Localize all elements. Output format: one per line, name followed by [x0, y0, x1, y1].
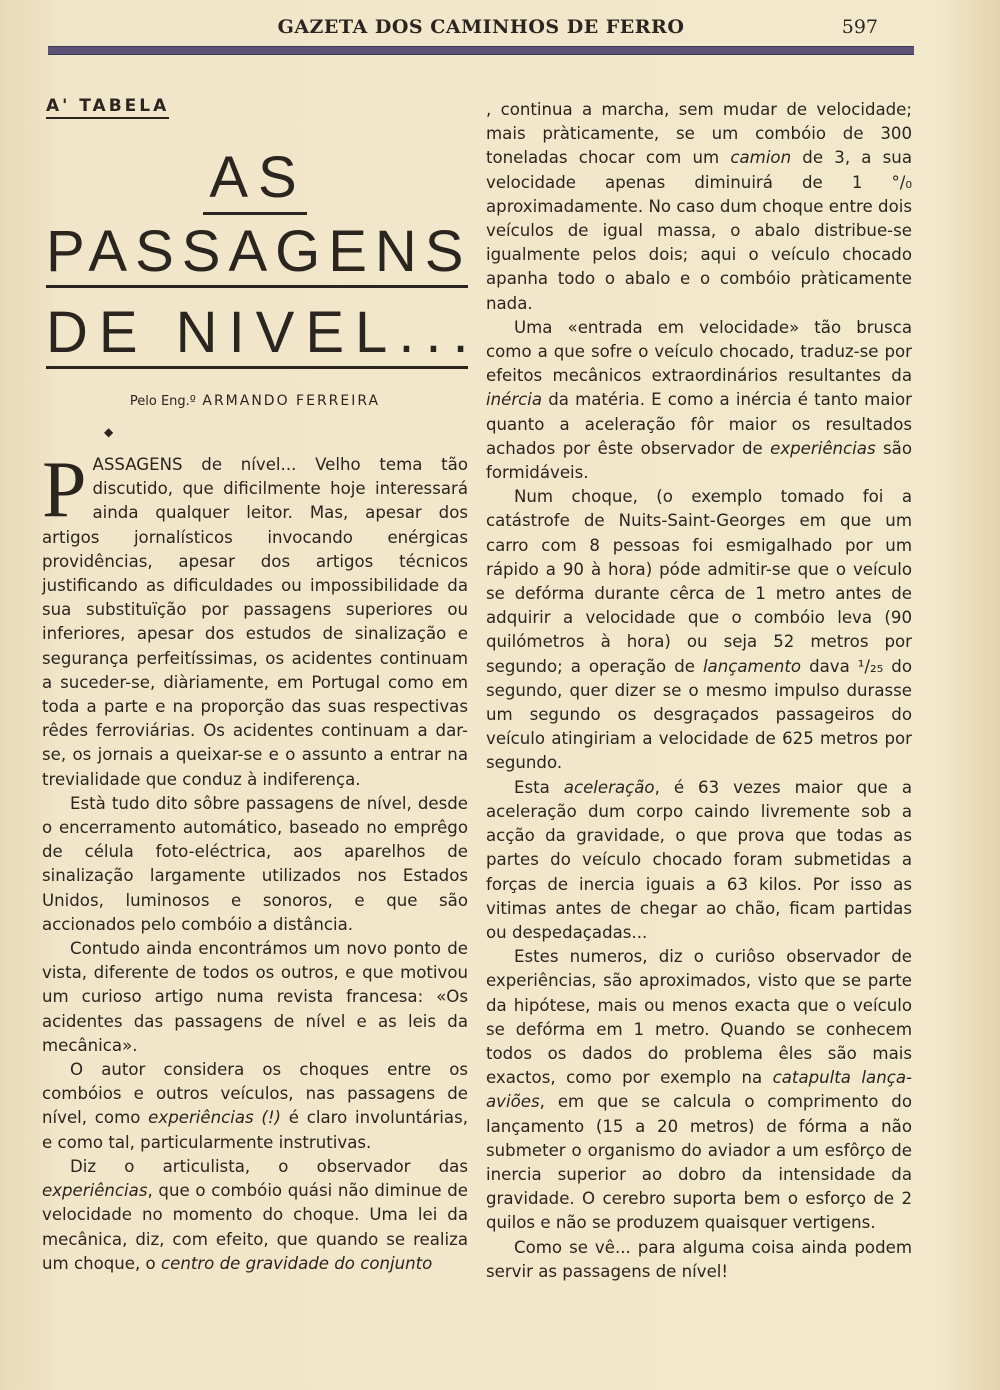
paragraph-8-text-a: Esta	[514, 777, 564, 797]
header-rule	[48, 46, 914, 55]
headline-line-1	[42, 145, 468, 210]
headline-word-as: AS	[203, 145, 306, 215]
headline-line-2: PASSAGENS	[46, 221, 468, 288]
running-header	[48, 14, 914, 44]
paragraph-7-emphasis: lançamento	[702, 656, 802, 676]
paragraph-9-emphasis: catapulta lança-aviões	[486, 1068, 912, 1112]
paragraph-4	[42, 1058, 468, 1155]
page-number: 597	[841, 16, 878, 38]
byline	[42, 393, 468, 409]
paragraph-1-text: ASSAGENS de nível... Velho tema tão discutido, que dificilmente hoje interessará ainda qualquer leitor. Mas, apesar dos artigos jornalísticos invocando enérgicas providências, apesar dos artigos técnicos justificando as dificuldades ou impossibilidade da sua substituïção por passagens superiores ou inferiores, apesar dos estudos de sinalização e segurança perfeitíssimas, os acidentes continuam a suceder-se, diàriamente, em Portugal como em toda a parte e na proporção das suas respectivas rêdes ferroviárias. Os acidentes continuam a dar-se, os jornais a queixar-se e o assunto a entrar na trevialidade que conduz à indiferença.	[42, 455, 468, 789]
paragraph-9-text-b: , em que se calcula o comprimento do lançamento (15 a 20 metros) de fórma a não submeter o organismo do aviador a um esfôrço de inercia superior ao dobro da intensidade da gravidade. O cerebro suporta bem o esforço de 2 quilos e não se produzem quaisquer vertigens.	[486, 1092, 912, 1233]
paragraph-5-emphasis-3: camion	[730, 148, 792, 168]
paragraph-5-continued	[486, 98, 912, 316]
paragraph-5-start	[42, 1155, 468, 1276]
headline-line-3: DE NIVEL...	[46, 302, 468, 369]
paragraph-9	[486, 945, 912, 1235]
paragraph-9-text-a: Estes numeros, diz o curiôso observador de experiências, são aproximados, visto que se parte da hipótese, mais ou menos exacta que o veículo se defórma em 1 metro. Quando se conhecem todos os dados do problema êles são mais exactos, como por exemplo na	[486, 947, 912, 1088]
paragraph-6-emphasis-2: experiências	[770, 438, 876, 458]
paragraph-10: Como se vê... para alguma coisa ainda podem servir as passagens de nível!	[486, 1237, 912, 1281]
paragraph-6-text-a: Uma «entrada em velocidade» tão brusca como a que sofre o veículo chocado, traduz-se por efeitos mecânicos extraordinários resultantes da	[486, 317, 912, 386]
ornament-diamond: ◆	[104, 425, 114, 439]
paragraph-8-emphasis: aceleração	[563, 777, 655, 797]
paragraph-1	[42, 446, 468, 792]
paragraph-5-text-c: , continua a marcha, sem mudar de velocidade; mais pràticamente, se um combóio de 300 toneladas chocar com um	[486, 100, 912, 168]
paragraph-5-text-d: de 3, a sua velocidade apenas diminuirá de 1 °/₀ aproximadamente. No caso dum choque entre dois veículos de igual massa, o abalo distribue-se igualmente pelos dois; aqui o veículo chocado apanha todo o abalo e o combóio pràticamente nada.	[486, 148, 912, 313]
paragraph-3: Contudo ainda encontrámos um novo ponto de vista, diferente de todos os outros, e que motivou um curioso artigo numa revista francesa: «Os acidentes das passagens de nível e as leis da mecânica».	[42, 939, 468, 1055]
paragraph-4-text-a: O autor considera os choques entre os combóios e outros veículos, nas passagens de nível, como	[42, 1060, 468, 1128]
paragraph-2: Està tudo dito sôbre passagens de nível, desde o encerramento automático, baseado no emprêgo de célula foto-eléctrica, aos aparelhos de sinalização largamente utilizados nos Estados Unidos, luminosos e sonoros, e que são accionados pelo combóio a distância.	[42, 793, 468, 934]
paragraph-6-text-b: da matéria. E como a inércia é tanto maior quanto a aceleração fôr maior os resultados achados por êste observador de	[486, 390, 912, 458]
paragraph-5-emphasis-1: experiências	[42, 1181, 148, 1201]
paragraph-8	[486, 776, 912, 945]
journal-title: GAZETA DOS CAMINHOS DE FERRO	[277, 16, 685, 38]
left-column	[42, 96, 480, 1276]
paragraph-6-emphasis-1: inércia	[486, 390, 543, 410]
article-body-right	[486, 98, 912, 1284]
section-label: A' TABELA	[46, 96, 169, 119]
paragraph-4-emphasis: experiências (!)	[148, 1108, 282, 1128]
paragraph-4-text-b: é claro involuntárias, e como tal, particularmente instrutivas.	[42, 1108, 468, 1152]
article-body-left	[42, 446, 468, 1276]
paragraph-5-emphasis-2: centro de gravidade do conjunto	[160, 1253, 433, 1273]
paragraph-6	[486, 316, 912, 485]
paragraph-7-text-b: dava ¹/₂₅ do segundo, quer dizer se o mesmo impulso durasse um segundo os desgraçados passageiros do veículo atingiriam a velocidade de 625 metros por segundo.	[486, 656, 912, 773]
byline-author: ARMANDO FERREIRA	[202, 393, 381, 409]
drop-cap: P	[42, 446, 87, 534]
right-column	[486, 98, 912, 1284]
byline-prefix: Pelo Eng.º	[129, 394, 196, 409]
paragraph-5-text-b: , que o combóio quási não diminue de velocidade no momento do choque. Uma lei da mecânica, diz, com efeito, que quando se realiza um choque, o	[42, 1181, 468, 1273]
paragraph-7	[486, 485, 912, 775]
paragraph-7-text-a: Num choque, (o exemplo tomado foi a catástrofe de Nuits-Saint-Georges em que um carro com 8 pessoas foi esmigalhado por um rápido a 90 à hora) póde admitir-se que o veículo se defórma durante cêrca de 1 metro antes de adquirir a velocidade que o combóio leva (90 quilómetros à hora) ou seja 52 metros por segundo; a operação de	[486, 487, 912, 676]
paragraph-5-text-a: Diz o articulista, o observador das	[70, 1156, 468, 1176]
paragraph-6-text-c: são formidáveis.	[486, 438, 913, 483]
paragraph-8-text-b: , é 63 vezes maior que a aceleração dum corpo caindo livremente sob a acção da gravidade, o que prova que todas as partes do veículo chocado foram submetidas a forças de inercia iguais a 63 kilos. Por isso as vitimas antes de chegar ao chão, ficam partidas ou despedaçadas...	[486, 777, 912, 942]
